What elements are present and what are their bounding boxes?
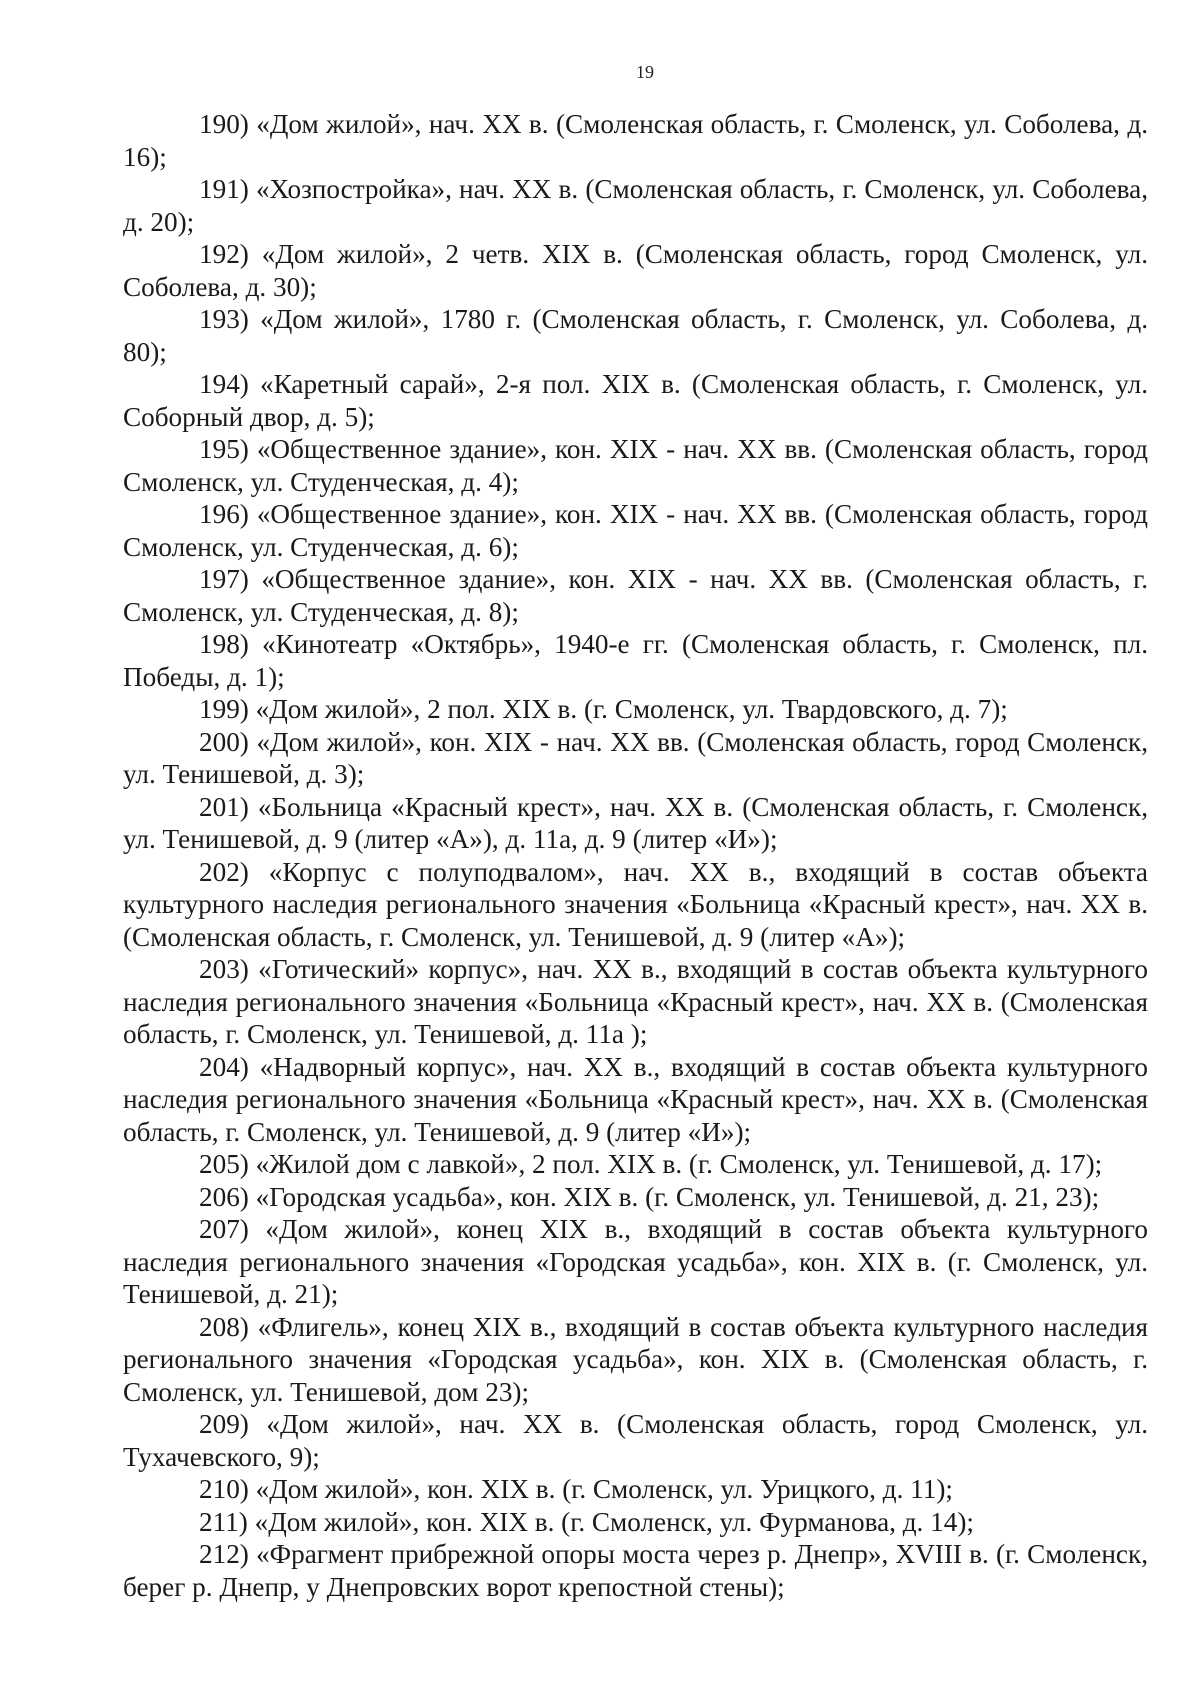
list-item: 196) «Общественное здание», кон. XIX - нач. XX вв. (Смоленская область, город Смоленск, ул. Студенческая, д. 6); — [123, 499, 1148, 562]
list-item: 194) «Каретный сарай», 2-я пол. XIX в. (Смоленская область, г. Смоленск, ул. Соборный двор, д. 5); — [123, 369, 1148, 432]
list-item: 211) «Дом жилой», кон. XIX в. (г. Смоленск, ул. Фурманова, д. 14); — [199, 1506, 974, 1537]
list-item: 205) «Жилой дом с лавкой», 2 пол. XIX в. (г. Смоленск, ул. Тенишевой, д. 17); — [199, 1149, 1103, 1179]
list-item: 208) «Флигель», конец XIX в., входящий в состав объекта культурного наследия регионального значения «Городская усадьба», кон. XIX в. (Смоленская область, г. Смоленск, ул. Тенишевой, дом 23); — [123, 1311, 1148, 1407]
list-item: 200) «Дом жилой», кон. XIX - нач. XX вв. (Смоленская область, город Смоленск, ул. Тенишевой, д. 3); — [123, 726, 1148, 789]
list-item: 206) «Городская усадьба», кон. XIX в. (г. Смоленск, ул. Тенишевой, д. 21, 23); — [199, 1181, 1100, 1212]
list-item: 202) «Корпус с полуподвалом», нач. XX в., входящий в состав объекта культурного наследия регионального значения «Больница «Красный крест», нач. XX в. (Смоленская область, г. Смоленск, ул. Тенишевой, д. 9 (литер «А»); — [123, 856, 1148, 952]
list-item: 212) «Фрагмент прибрежной опоры моста через р. Днепр», XVIII в. (г. Смоленск, берег р. Днепр, у Днепровских ворот крепостной стены); — [123, 1539, 1148, 1602]
list-item: 198) «Кинотеатр «Октябрь», 1940-е гг. (Смоленская область, г. Смоленск, пл. Победы, д. 1); — [123, 629, 1148, 692]
page-number: 19 — [636, 62, 654, 82]
list-item: 192) «Дом жилой», 2 четв. XIX в. (Смоленская область, город Смоленск, ул. Соболева, д. 30); — [123, 239, 1148, 302]
list-item: 204) «Надворный корпус», нач. XX в., входящий в состав объекта культурного наследия регионального значения «Больница «Красный крест», нач. XX в. (Смоленская область, г. Смоленск, ул. Тенишевой, д. 9 (литер «И»); — [123, 1051, 1148, 1147]
list-item: 197) «Общественное здание», кон. XIX - нач. XX вв. (Смоленская область, г. Смоленск, ул. Студенческая, д. 8); — [123, 564, 1148, 627]
entry-list — [123, 108, 1148, 1603]
list-item: 207) «Дом жилой», конец XIX в., входящий в состав объекта культурного наследия регионального значения «Городская усадьба», кон. XIX в. (г. Смоленск, ул. Тенишевой, д. 21); — [123, 1214, 1148, 1309]
list-item: 195) «Общественное здание», кон. XIX - нач. XX вв. (Смоленская область, город Смоленск, ул. Студенческая, д. 4); — [123, 434, 1148, 497]
list-item: 199) «Дом жилой», 2 пол. XIX в. (г. Смоленск, ул. Твардовского, д. 7); — [199, 694, 1008, 724]
list-item: 209) «Дом жилой», нач. XX в. (Смоленская область, город Смоленск, ул. Тухачевского, 9); — [123, 1409, 1148, 1472]
list-item: 203) «Готический» корпус», нач. XX в., входящий в состав объекта культурного наследия регионального значения «Больница «Красный крест», нач. XX в. (Смоленская область, г. Смоленск, ул. Тенишевой, д. 11а ); — [123, 954, 1148, 1049]
list-item: 190) «Дом жилой», нач. XX в. (Смоленская область, г. Смоленск, ул. Соболева, д. 16); — [123, 109, 1148, 172]
list-item: 201) «Больница «Красный крест», нач. XX в. (Смоленская область, г. Смоленск, ул. Тенишевой, д. 9 (литер «А»), д. 11а, д. 9 (литер «И»); — [123, 791, 1148, 854]
list-item: 193) «Дом жилой», 1780 г. (Смоленская область, г. Смоленск, ул. Соболева, д. 80); — [123, 304, 1148, 367]
list-item: 210) «Дом жилой», кон. XIX в. (г. Смоленск, ул. Урицкого, д. 11); — [199, 1474, 953, 1504]
list-item: 191) «Хозпостройка», нач. XX в. (Смоленская область, г. Смоленск, ул. Соболева, д. 20); — [123, 174, 1148, 237]
